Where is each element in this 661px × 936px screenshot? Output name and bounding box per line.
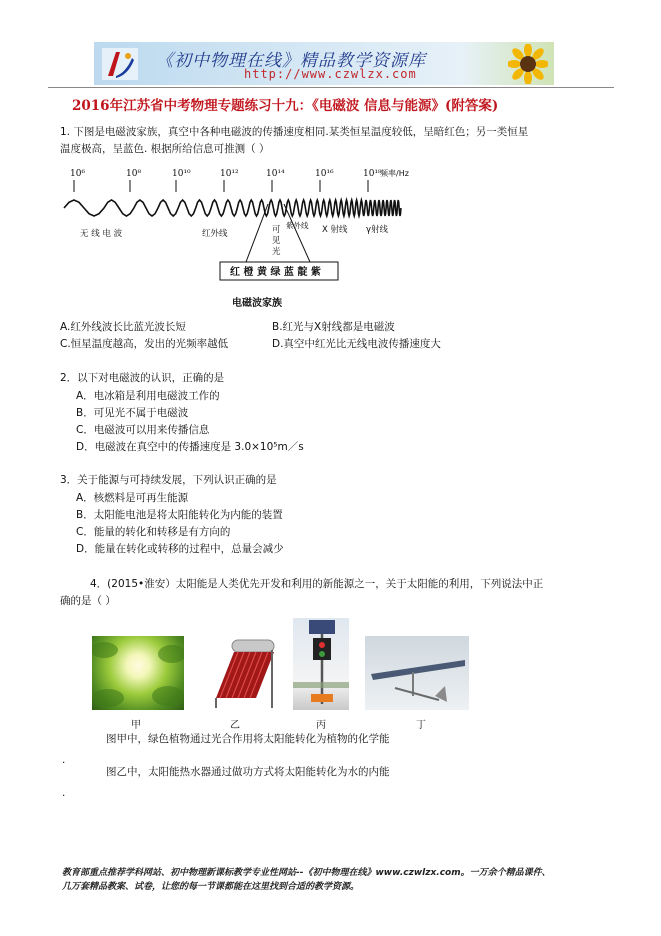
figure-caption: 电磁波家族 (232, 298, 282, 309)
freq-label-7: 10¹⁸ (363, 169, 382, 179)
q4-line1: 4．(2015•淮安）太阳能是人类优先开发和利用的新能源之一，关于太阳能的利用，下列说法中正 (90, 578, 544, 590)
photo-solar-airplane (365, 636, 469, 710)
q2-option-b: B．可见光不属于电磁波 (76, 407, 189, 419)
band-ultraviolet: 紫外线 (286, 221, 309, 230)
q4-statement-2: 图乙中，太阳能热水器通过做功方式将太阳能转化为水的内能 (106, 766, 390, 778)
freq-label-6: 10¹⁶ (315, 169, 334, 179)
photo-solar-water-heater (196, 636, 282, 710)
pic-label-bing: 丙 (316, 720, 326, 731)
band-xray: X 射线 (322, 225, 348, 235)
pic-label-yi: 乙 (230, 720, 240, 731)
q3-option-d: D．能量在转化或转移的过程中，总量会减少 (76, 543, 284, 555)
photo-solar-traffic-light (293, 618, 349, 710)
q4-bullet-1: . (62, 754, 66, 766)
q1-option-b: B.红光与X射线都是电磁波 (272, 321, 395, 333)
wave-curve (64, 200, 401, 216)
freq-label-1: 10⁶ (70, 169, 86, 179)
freq-label-2: 10⁸ (126, 169, 142, 179)
logo-icon (102, 48, 138, 80)
q2-stem: 2．以下对电磁波的认识，正确的是 (60, 372, 225, 384)
q2-option-d: D．电磁波在真空中的传播速度是 3.0×10⁵m／s (76, 441, 304, 453)
q4-statement-1: 图甲中，绿色植物通过光合作用将太阳能转化为植物的化学能 (106, 733, 390, 745)
document-title: 2016年江苏省中考物理专题练习十九：《电磁波 信息与能源》(附答案) (72, 98, 499, 114)
band-visible: 可见光 (272, 225, 281, 257)
header-banner (94, 42, 554, 85)
q3-option-c: C．能量的转化和转移是有方向的 (76, 526, 231, 538)
q3-option-b: B．太阳能电池是将太阳能转化为内能的装置 (76, 509, 283, 521)
q1-line1: 1. 下图是电磁波家族，真空中各种电磁波的传播速度相同.某类恒星温度较低，呈暗红色；另一类恒星 (60, 126, 529, 138)
band-radio: 无 线 电 波 (80, 229, 123, 239)
pic-label-ding: 丁 (416, 720, 426, 731)
q1-line2: 温度极高，呈蓝色. 根据所给信息可推测（ ） (60, 143, 270, 155)
q4-bullet-2: . (62, 787, 66, 799)
pic-label-jia: 甲 (131, 720, 141, 731)
q2-option-a: A．电冰箱是利用电磁波工作的 (76, 390, 220, 402)
freq-label-5: 10¹⁴ (266, 169, 285, 179)
q3-option-a: A．核燃料是可再生能源 (76, 492, 189, 504)
q1-option-c: C.恒星温度越高，发出的光频率越低 (60, 338, 229, 350)
q1-option-d: D.真空中红光比无线电波传播速度大 (272, 338, 441, 350)
sunflower-icon (508, 44, 548, 84)
freq-label-4: 10¹² (220, 169, 239, 179)
freq-unit: 频率/Hz (380, 169, 409, 178)
q4-line2: 确的是（ ） (60, 595, 116, 607)
q3-stem: 3．关于能源与可持续发展，下列认识正确的是 (60, 474, 277, 486)
band-gamma: γ射线 (366, 225, 389, 235)
em-spectrum-figure (60, 162, 420, 314)
banner-url[interactable]: http://www.czwlzx.com (244, 67, 417, 81)
freq-label-3: 10¹⁰ (172, 169, 191, 179)
header-rule (48, 87, 614, 88)
visible-colors-row: 红 橙 黄 绿 蓝 靛 紫 (230, 267, 321, 278)
band-infrared: 红外线 (202, 229, 228, 239)
footer-line-2: 几万套精品教案、试卷，让您的每一节课都能在这里找到合适的教学资源。 (62, 882, 360, 892)
footer-line-1: 教育部重点推荐学科网站、初中物理新课标教学专业性网站--《初中物理在线》www.czwlzx.com。一万余个精品课件、 (62, 868, 551, 878)
q2-option-c: C．电磁波可以用来传播信息 (76, 424, 210, 436)
photo-green-plant (92, 636, 184, 710)
banner-title: 《初中物理在线》精品教学资源库 (156, 51, 426, 71)
q1-option-a: A.红外线波长比蓝光波长短 (60, 321, 186, 333)
